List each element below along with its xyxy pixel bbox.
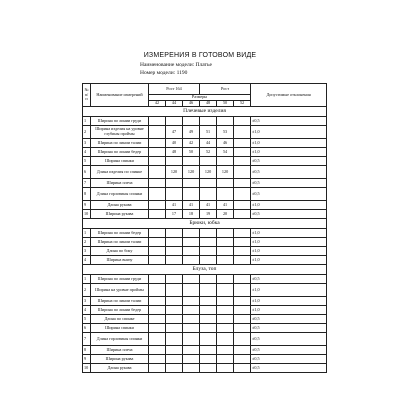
tolerance-value: ±1,0	[251, 284, 327, 297]
size-value-cell: 46	[217, 139, 234, 148]
section-header-row	[83, 265, 327, 275]
size-value-cell: 44	[200, 139, 217, 148]
size-value-cell	[200, 229, 217, 238]
row-number: 10	[83, 210, 91, 219]
size-value-cell	[149, 201, 166, 210]
size-value-cell	[217, 297, 234, 306]
size-value-cell: 19	[200, 210, 217, 219]
size-value-cell	[183, 306, 200, 315]
row-number: 3	[83, 247, 91, 256]
size-value-cell	[149, 284, 166, 297]
size-value-cell: 52	[200, 148, 217, 157]
size-value-cell	[217, 247, 234, 256]
header-row-1	[83, 84, 327, 95]
size-value-cell	[183, 256, 200, 265]
measurement-name: Ширина спинки	[91, 324, 149, 333]
size-value-cell	[166, 333, 183, 346]
row-number: 1	[83, 275, 91, 284]
size-value-cell	[166, 297, 183, 306]
size-value-cell	[234, 284, 251, 297]
size-value-cell	[183, 315, 200, 324]
size-value-cell	[217, 355, 234, 364]
table-row	[83, 166, 327, 179]
row-number: 2	[83, 126, 91, 139]
row-number: 8	[83, 346, 91, 355]
row-number: 7	[83, 179, 91, 188]
size-value-cell	[234, 229, 251, 238]
size-value-cell	[234, 247, 251, 256]
table-row	[83, 297, 327, 306]
size-value-cell	[217, 364, 234, 373]
size-value-cell	[149, 315, 166, 324]
measurement-name: Ширина по линии груди	[91, 275, 149, 284]
measurement-name: Ширина плеча	[91, 346, 149, 355]
measurement-name: Длина горловины спинки	[91, 188, 149, 201]
table-row	[83, 256, 327, 265]
tolerance-value: ±1,0	[251, 247, 327, 256]
row-number: 1	[83, 229, 91, 238]
table-row	[83, 139, 327, 148]
size-value-cell	[166, 284, 183, 297]
table-row	[83, 117, 327, 126]
size-value-cell	[234, 275, 251, 284]
tolerance-value: ±1,0	[251, 148, 327, 157]
section-title: Блуза, топ	[83, 265, 327, 275]
measurement-name: Ширина по линии бедер	[91, 306, 149, 315]
size-value-cell	[217, 256, 234, 265]
size-value-cell	[200, 324, 217, 333]
row-number: 10	[83, 364, 91, 373]
size-value-cell	[234, 210, 251, 219]
row-number: 9	[83, 201, 91, 210]
measurement-name: Ширина внизу	[91, 256, 149, 265]
tolerance-value: ±0,5	[251, 117, 327, 126]
size-value-cell	[217, 315, 234, 324]
size-value-cell	[234, 355, 251, 364]
size-value-cell	[166, 188, 183, 201]
table-row	[83, 284, 327, 297]
size-value-cell: 49	[183, 126, 200, 139]
size-value-cell	[166, 355, 183, 364]
header-size: 52	[234, 101, 251, 107]
header-size: 50	[217, 101, 234, 107]
table-row	[83, 157, 327, 166]
size-value-cell: 17	[166, 210, 183, 219]
size-value-cell	[217, 346, 234, 355]
size-value-cell	[234, 148, 251, 157]
size-value-cell	[149, 166, 166, 179]
tolerance-value: ±0,5	[251, 157, 327, 166]
size-value-cell	[183, 117, 200, 126]
tolerance-value: ±0,5	[251, 210, 327, 219]
size-value-cell	[183, 284, 200, 297]
tolerance-value: ±0,5	[251, 324, 327, 333]
tolerance-value: ±1,0	[251, 238, 327, 247]
table-row	[83, 315, 327, 324]
size-value-cell	[166, 229, 183, 238]
tolerance-value: ±0,5	[251, 315, 327, 324]
size-value-cell	[200, 346, 217, 355]
size-value-cell	[200, 179, 217, 188]
header-num: № п/п	[83, 84, 91, 107]
table-row	[83, 210, 327, 219]
size-value-cell	[183, 157, 200, 166]
size-value-cell	[183, 297, 200, 306]
size-value-cell	[217, 188, 234, 201]
tolerance-value: ±1,0	[251, 201, 327, 210]
size-value-cell	[183, 247, 200, 256]
measurement-name: Ширина изделия на уровне глубины проймы	[91, 126, 149, 139]
size-value-cell	[234, 201, 251, 210]
size-value-cell	[217, 333, 234, 346]
header-rost-2: Рост	[200, 84, 251, 95]
size-value-cell	[149, 229, 166, 238]
size-value-cell	[217, 157, 234, 166]
table-row	[83, 201, 327, 210]
header-size: 42	[149, 101, 166, 107]
row-number: 4	[83, 306, 91, 315]
tolerance-value: ±1,0	[251, 139, 327, 148]
size-value-cell	[234, 157, 251, 166]
size-value-cell	[200, 188, 217, 201]
size-value-cell	[234, 297, 251, 306]
size-value-cell: 47	[166, 126, 183, 139]
table-row	[83, 364, 327, 373]
size-value-cell	[234, 126, 251, 139]
size-value-cell	[149, 139, 166, 148]
row-number: 4	[83, 256, 91, 265]
document-title: ИЗМЕРЕНИЯ В ГОТОВОМ ВИДЕ	[143, 52, 257, 59]
size-value-cell	[149, 238, 166, 247]
size-value-cell	[183, 355, 200, 364]
size-value-cell: 120	[217, 166, 234, 179]
row-number: 2	[83, 284, 91, 297]
header-measure: Наименование измерений	[91, 84, 149, 107]
tolerance-value: ±0,5	[251, 364, 327, 373]
table-row	[83, 148, 327, 157]
row-number: 6	[83, 324, 91, 333]
tolerance-value: ±0,5	[251, 166, 327, 179]
size-value-cell	[166, 179, 183, 188]
size-value-cell	[183, 364, 200, 373]
size-value-cell	[217, 229, 234, 238]
tolerance-value: ±0,5	[251, 355, 327, 364]
row-number: 3	[83, 297, 91, 306]
size-value-cell	[149, 117, 166, 126]
tolerance-value: ±1,0	[251, 229, 327, 238]
size-value-cell	[166, 275, 183, 284]
size-value-cell	[234, 139, 251, 148]
size-value-cell	[200, 157, 217, 166]
size-value-cell	[149, 275, 166, 284]
size-value-cell: 120	[200, 166, 217, 179]
size-value-cell: 120	[166, 166, 183, 179]
size-value-cell	[234, 238, 251, 247]
row-number: 4	[83, 148, 91, 157]
tolerance-value: ±1,0	[251, 306, 327, 315]
size-value-cell	[166, 117, 183, 126]
size-value-cell: 41	[217, 201, 234, 210]
section-header-row	[83, 107, 327, 117]
measurement-name: Ширина по линии груди	[91, 117, 149, 126]
size-value-cell: 54	[217, 148, 234, 157]
size-value-cell	[200, 297, 217, 306]
size-value-cell	[149, 247, 166, 256]
size-value-cell	[200, 275, 217, 284]
size-value-cell	[149, 297, 166, 306]
tolerance-value: ±0,5	[251, 275, 327, 284]
measurement-name: Длина рукава	[91, 364, 149, 373]
header-size: 48	[200, 101, 217, 107]
size-value-cell	[149, 355, 166, 364]
size-value-cell: 50	[183, 148, 200, 157]
size-value-cell: 20	[217, 210, 234, 219]
tolerance-value: ±0,5	[251, 333, 327, 346]
row-number: 5	[83, 315, 91, 324]
size-value-cell	[234, 179, 251, 188]
size-value-cell	[183, 333, 200, 346]
table-row	[83, 355, 327, 364]
size-value-cell	[166, 324, 183, 333]
tolerance-value: ±1,0	[251, 297, 327, 306]
table-row	[83, 179, 327, 188]
tolerance-value: ±0,5	[251, 179, 327, 188]
header-tolerance: Допустимые отклонения	[251, 84, 327, 107]
size-value-cell	[166, 256, 183, 265]
row-number: 6	[83, 166, 91, 179]
measurement-name: Ширина рукава	[91, 210, 149, 219]
size-value-cell: 51	[200, 126, 217, 139]
size-value-cell	[234, 346, 251, 355]
size-value-cell	[149, 126, 166, 139]
size-value-cell	[234, 306, 251, 315]
row-number: 8	[83, 188, 91, 201]
measurement-name: Ширина на уровне проймы	[91, 284, 149, 297]
header-rost-1: Рост 164	[149, 84, 200, 95]
size-value-cell	[149, 148, 166, 157]
size-value-cell: 53	[217, 126, 234, 139]
table-row	[83, 324, 327, 333]
size-value-cell: 120	[183, 166, 200, 179]
measurement-name: Длина изделия по спинке	[91, 166, 149, 179]
size-value-cell: 41	[166, 201, 183, 210]
size-value-cell	[183, 188, 200, 201]
measurement-name: Ширина по линии бедер	[91, 229, 149, 238]
measurement-name: Ширина рукава	[91, 355, 149, 364]
size-value-cell	[217, 324, 234, 333]
header-size: 44	[166, 101, 183, 107]
size-value-cell	[149, 256, 166, 265]
size-value-cell	[200, 315, 217, 324]
row-number: 1	[83, 117, 91, 126]
row-number: 3	[83, 139, 91, 148]
size-value-cell	[200, 256, 217, 265]
size-value-cell: 41	[183, 201, 200, 210]
row-number: 2	[83, 238, 91, 247]
size-value-cell	[166, 315, 183, 324]
size-value-cell	[217, 179, 234, 188]
size-value-cell	[234, 256, 251, 265]
size-value-cell: 48	[166, 148, 183, 157]
size-value-cell	[183, 346, 200, 355]
tolerance-value: ±1,0	[251, 256, 327, 265]
size-value-cell	[234, 324, 251, 333]
table-row	[83, 333, 327, 346]
header-sizes-label: Размеры	[149, 95, 251, 101]
size-value-cell	[166, 364, 183, 373]
measurement-name: Ширина по линии талии	[91, 139, 149, 148]
size-value-cell	[200, 355, 217, 364]
measurements-table	[82, 83, 327, 373]
size-value-cell	[217, 238, 234, 247]
size-value-cell	[234, 166, 251, 179]
table-row	[83, 229, 327, 238]
size-value-cell	[166, 238, 183, 247]
section-title: Брюки, юбка	[83, 219, 327, 229]
size-value-cell	[149, 324, 166, 333]
size-value-cell	[234, 333, 251, 346]
size-value-cell	[166, 306, 183, 315]
size-value-cell: 40	[166, 139, 183, 148]
size-value-cell: 41	[200, 201, 217, 210]
measurement-name: Ширина спинки	[91, 157, 149, 166]
size-value-cell	[200, 333, 217, 346]
measurement-name: Длина по боку	[91, 247, 149, 256]
size-value-cell	[217, 275, 234, 284]
size-value-cell	[149, 179, 166, 188]
size-value-cell	[166, 346, 183, 355]
size-value-cell	[149, 306, 166, 315]
size-value-cell	[200, 306, 217, 315]
model-number: Номер модели: 1190	[140, 70, 188, 76]
section-title: Плечевые изделия	[83, 107, 327, 117]
row-number: 5	[83, 157, 91, 166]
size-value-cell	[149, 364, 166, 373]
size-value-cell	[200, 364, 217, 373]
table-row	[83, 188, 327, 201]
measurement-name: Ширина плеча	[91, 179, 149, 188]
size-value-cell	[149, 346, 166, 355]
size-value-cell	[217, 306, 234, 315]
table-row	[83, 247, 327, 256]
size-value-cell	[234, 315, 251, 324]
measurement-name: Длина по спинке	[91, 315, 149, 324]
size-value-cell	[149, 157, 166, 166]
tolerance-value: ±0,5	[251, 188, 327, 201]
table-row	[83, 346, 327, 355]
section-header-row	[83, 219, 327, 229]
table-row	[83, 238, 327, 247]
size-value-cell	[200, 247, 217, 256]
size-value-cell	[234, 364, 251, 373]
measurement-name: Длина рукава	[91, 201, 149, 210]
size-value-cell	[149, 188, 166, 201]
table-row	[83, 306, 327, 315]
size-value-cell	[183, 179, 200, 188]
header-size: 46	[183, 101, 200, 107]
measurement-name: Длина горловины спинки	[91, 333, 149, 346]
table-body	[83, 84, 327, 373]
size-value-cell	[166, 157, 183, 166]
measurement-name: Ширина по линии талии	[91, 297, 149, 306]
size-value-cell	[183, 275, 200, 284]
measurement-name: Ширина по линии бедер	[91, 148, 149, 157]
size-value-cell	[200, 284, 217, 297]
size-value-cell	[166, 247, 183, 256]
size-value-cell	[217, 117, 234, 126]
table-row	[83, 275, 327, 284]
table-row	[83, 126, 327, 139]
measurement-name: Ширина по линии талии	[91, 238, 149, 247]
size-value-cell	[234, 188, 251, 201]
tolerance-value: ±0,5	[251, 346, 327, 355]
size-value-cell	[149, 333, 166, 346]
size-value-cell	[217, 284, 234, 297]
row-number: 7	[83, 333, 91, 346]
tolerance-value: ±1,0	[251, 126, 327, 139]
size-value-cell	[234, 117, 251, 126]
size-value-cell: 42	[183, 139, 200, 148]
size-value-cell	[183, 324, 200, 333]
row-number: 9	[83, 355, 91, 364]
size-value-cell	[183, 238, 200, 247]
model-name: Наименование модели: Платье	[140, 62, 212, 68]
size-value-cell	[200, 238, 217, 247]
size-value-cell: 18	[183, 210, 200, 219]
size-value-cell	[183, 229, 200, 238]
size-value-cell	[149, 210, 166, 219]
size-value-cell	[200, 117, 217, 126]
